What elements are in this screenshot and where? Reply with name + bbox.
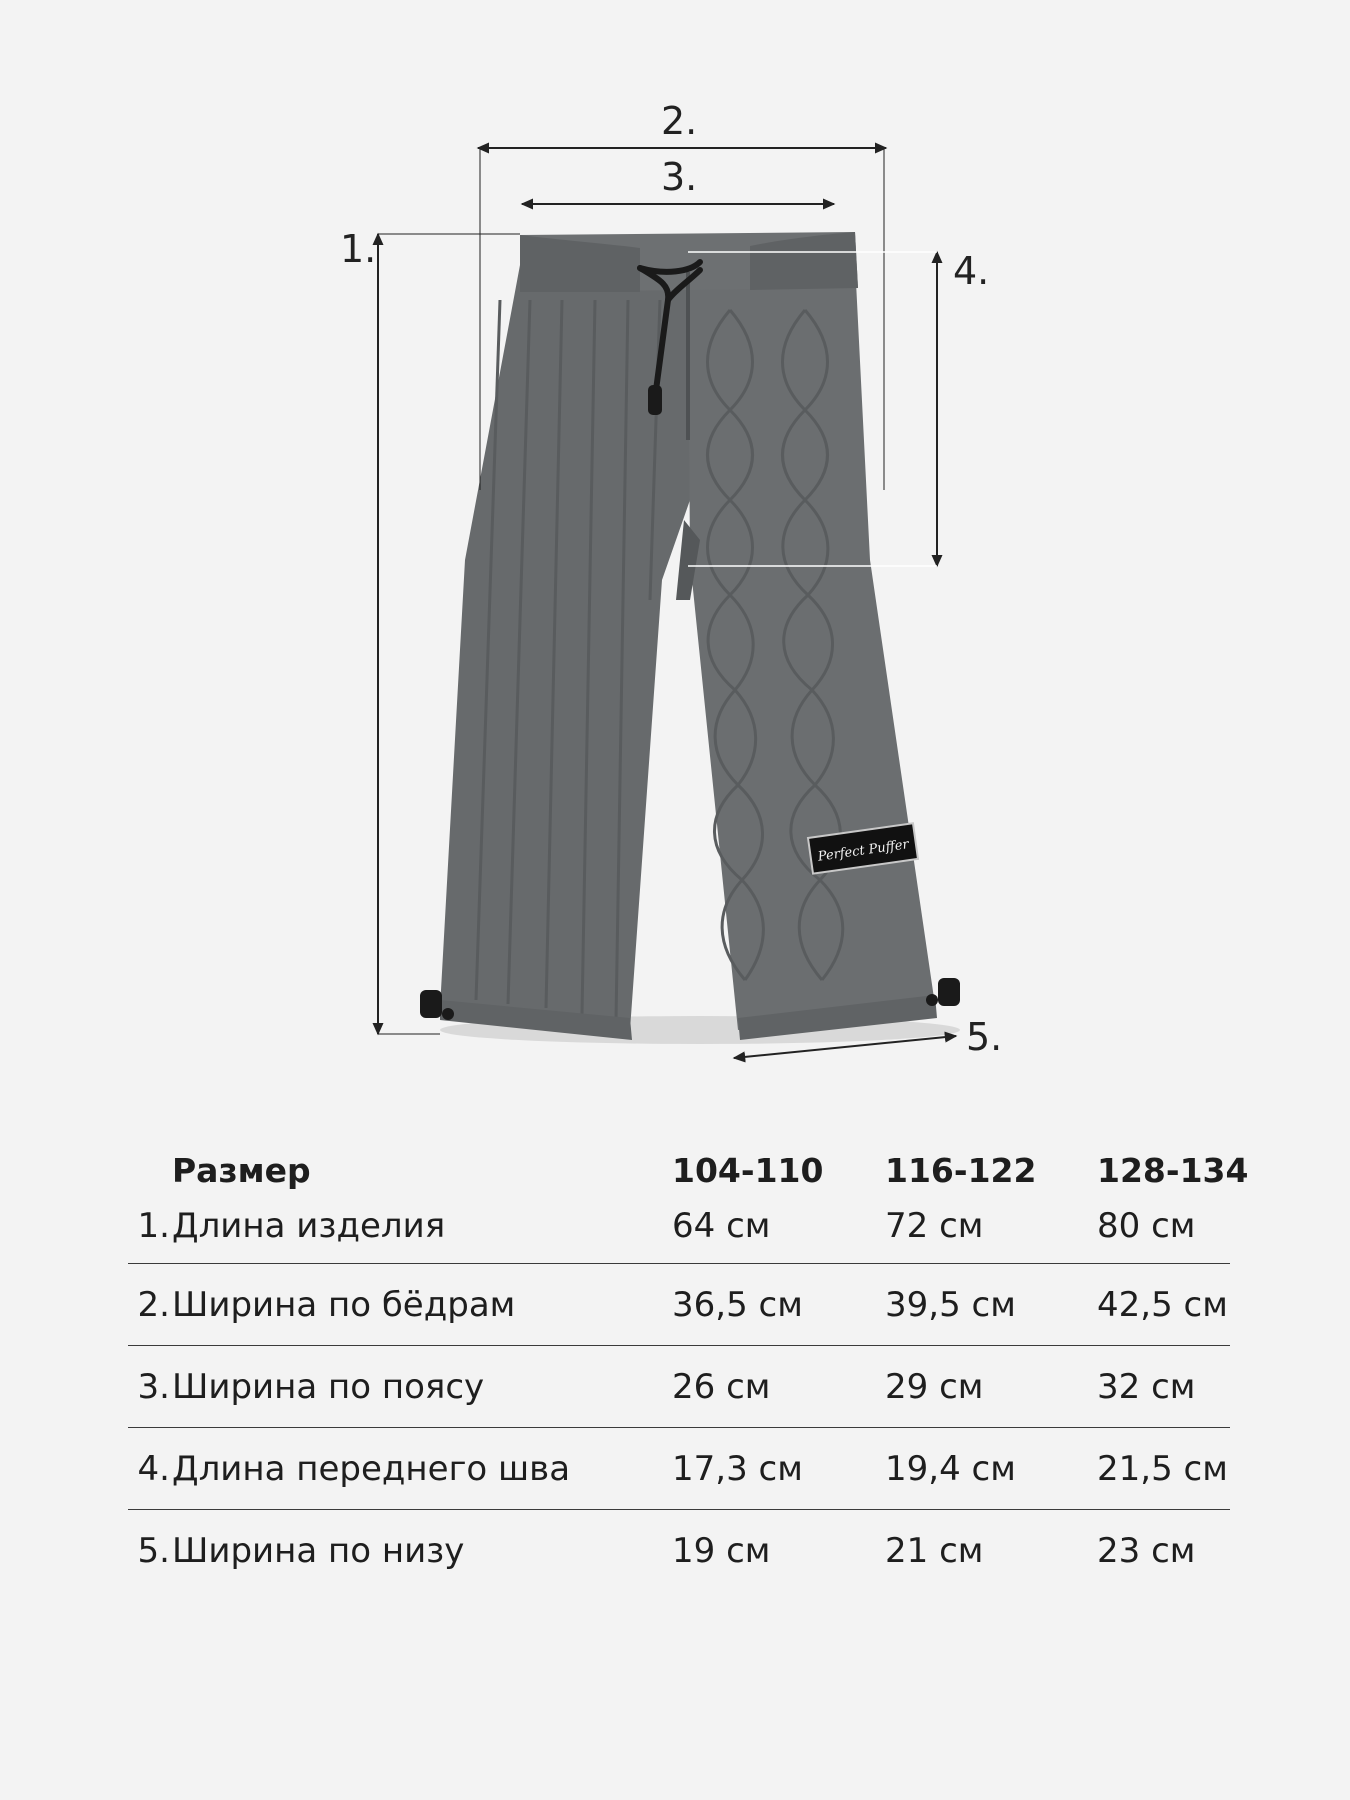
row-number: 4. [137,1449,170,1489]
row-number: 5. [137,1531,170,1571]
row-value: 23 см [1097,1531,1196,1571]
row-value: 29 см [885,1367,984,1407]
size-header-1: 104-110 [672,1151,824,1190]
pants-illustration [420,232,960,1044]
size-header-2: 116-122 [885,1151,1037,1190]
table-row [128,1428,1230,1510]
row-label: Длина изделия [172,1206,446,1246]
table-row [128,1510,1230,1592]
size-table [128,1140,1249,1592]
table-row [128,1346,1230,1428]
row-number: 1. [137,1206,170,1246]
marker-3: 3. [661,155,698,199]
row-label: Ширина по бёдрам [172,1285,516,1325]
marker-2: 2. [661,99,698,143]
row-number: 2. [137,1285,170,1325]
marker-1: 1. [340,227,377,271]
row-value: 21,5 см [1097,1449,1228,1489]
row-value: 32 см [1097,1367,1196,1407]
marker-5: 5. [966,1015,1003,1059]
table-header [128,1140,1249,1202]
row-number: 3. [137,1367,170,1407]
table-row [128,1202,1230,1264]
row-value: 21 см [885,1531,984,1571]
row-value: 17,3 см [672,1449,803,1489]
row-value: 19 см [672,1531,771,1571]
table-row [128,1264,1230,1346]
row-label: Ширина по низу [172,1531,465,1571]
row-value: 19,4 см [885,1449,1016,1489]
right-leg [688,262,935,1030]
row-value: 26 см [672,1367,771,1407]
row-value: 72 см [885,1206,984,1246]
size-header-label: Размер [172,1151,311,1190]
row-value: 80 см [1097,1206,1196,1246]
row-value: 39,5 см [885,1285,1016,1325]
row-value: 36,5 см [672,1285,803,1325]
marker-4: 4. [953,249,990,293]
row-label: Ширина по поясу [172,1367,485,1407]
size-header-3: 128-134 [1097,1151,1249,1190]
patch-text: Perfect Puffer [817,837,910,865]
row-value: 64 см [672,1206,771,1246]
row-label: Длина переднего шва [172,1449,571,1489]
row-value: 42,5 см [1097,1285,1228,1325]
